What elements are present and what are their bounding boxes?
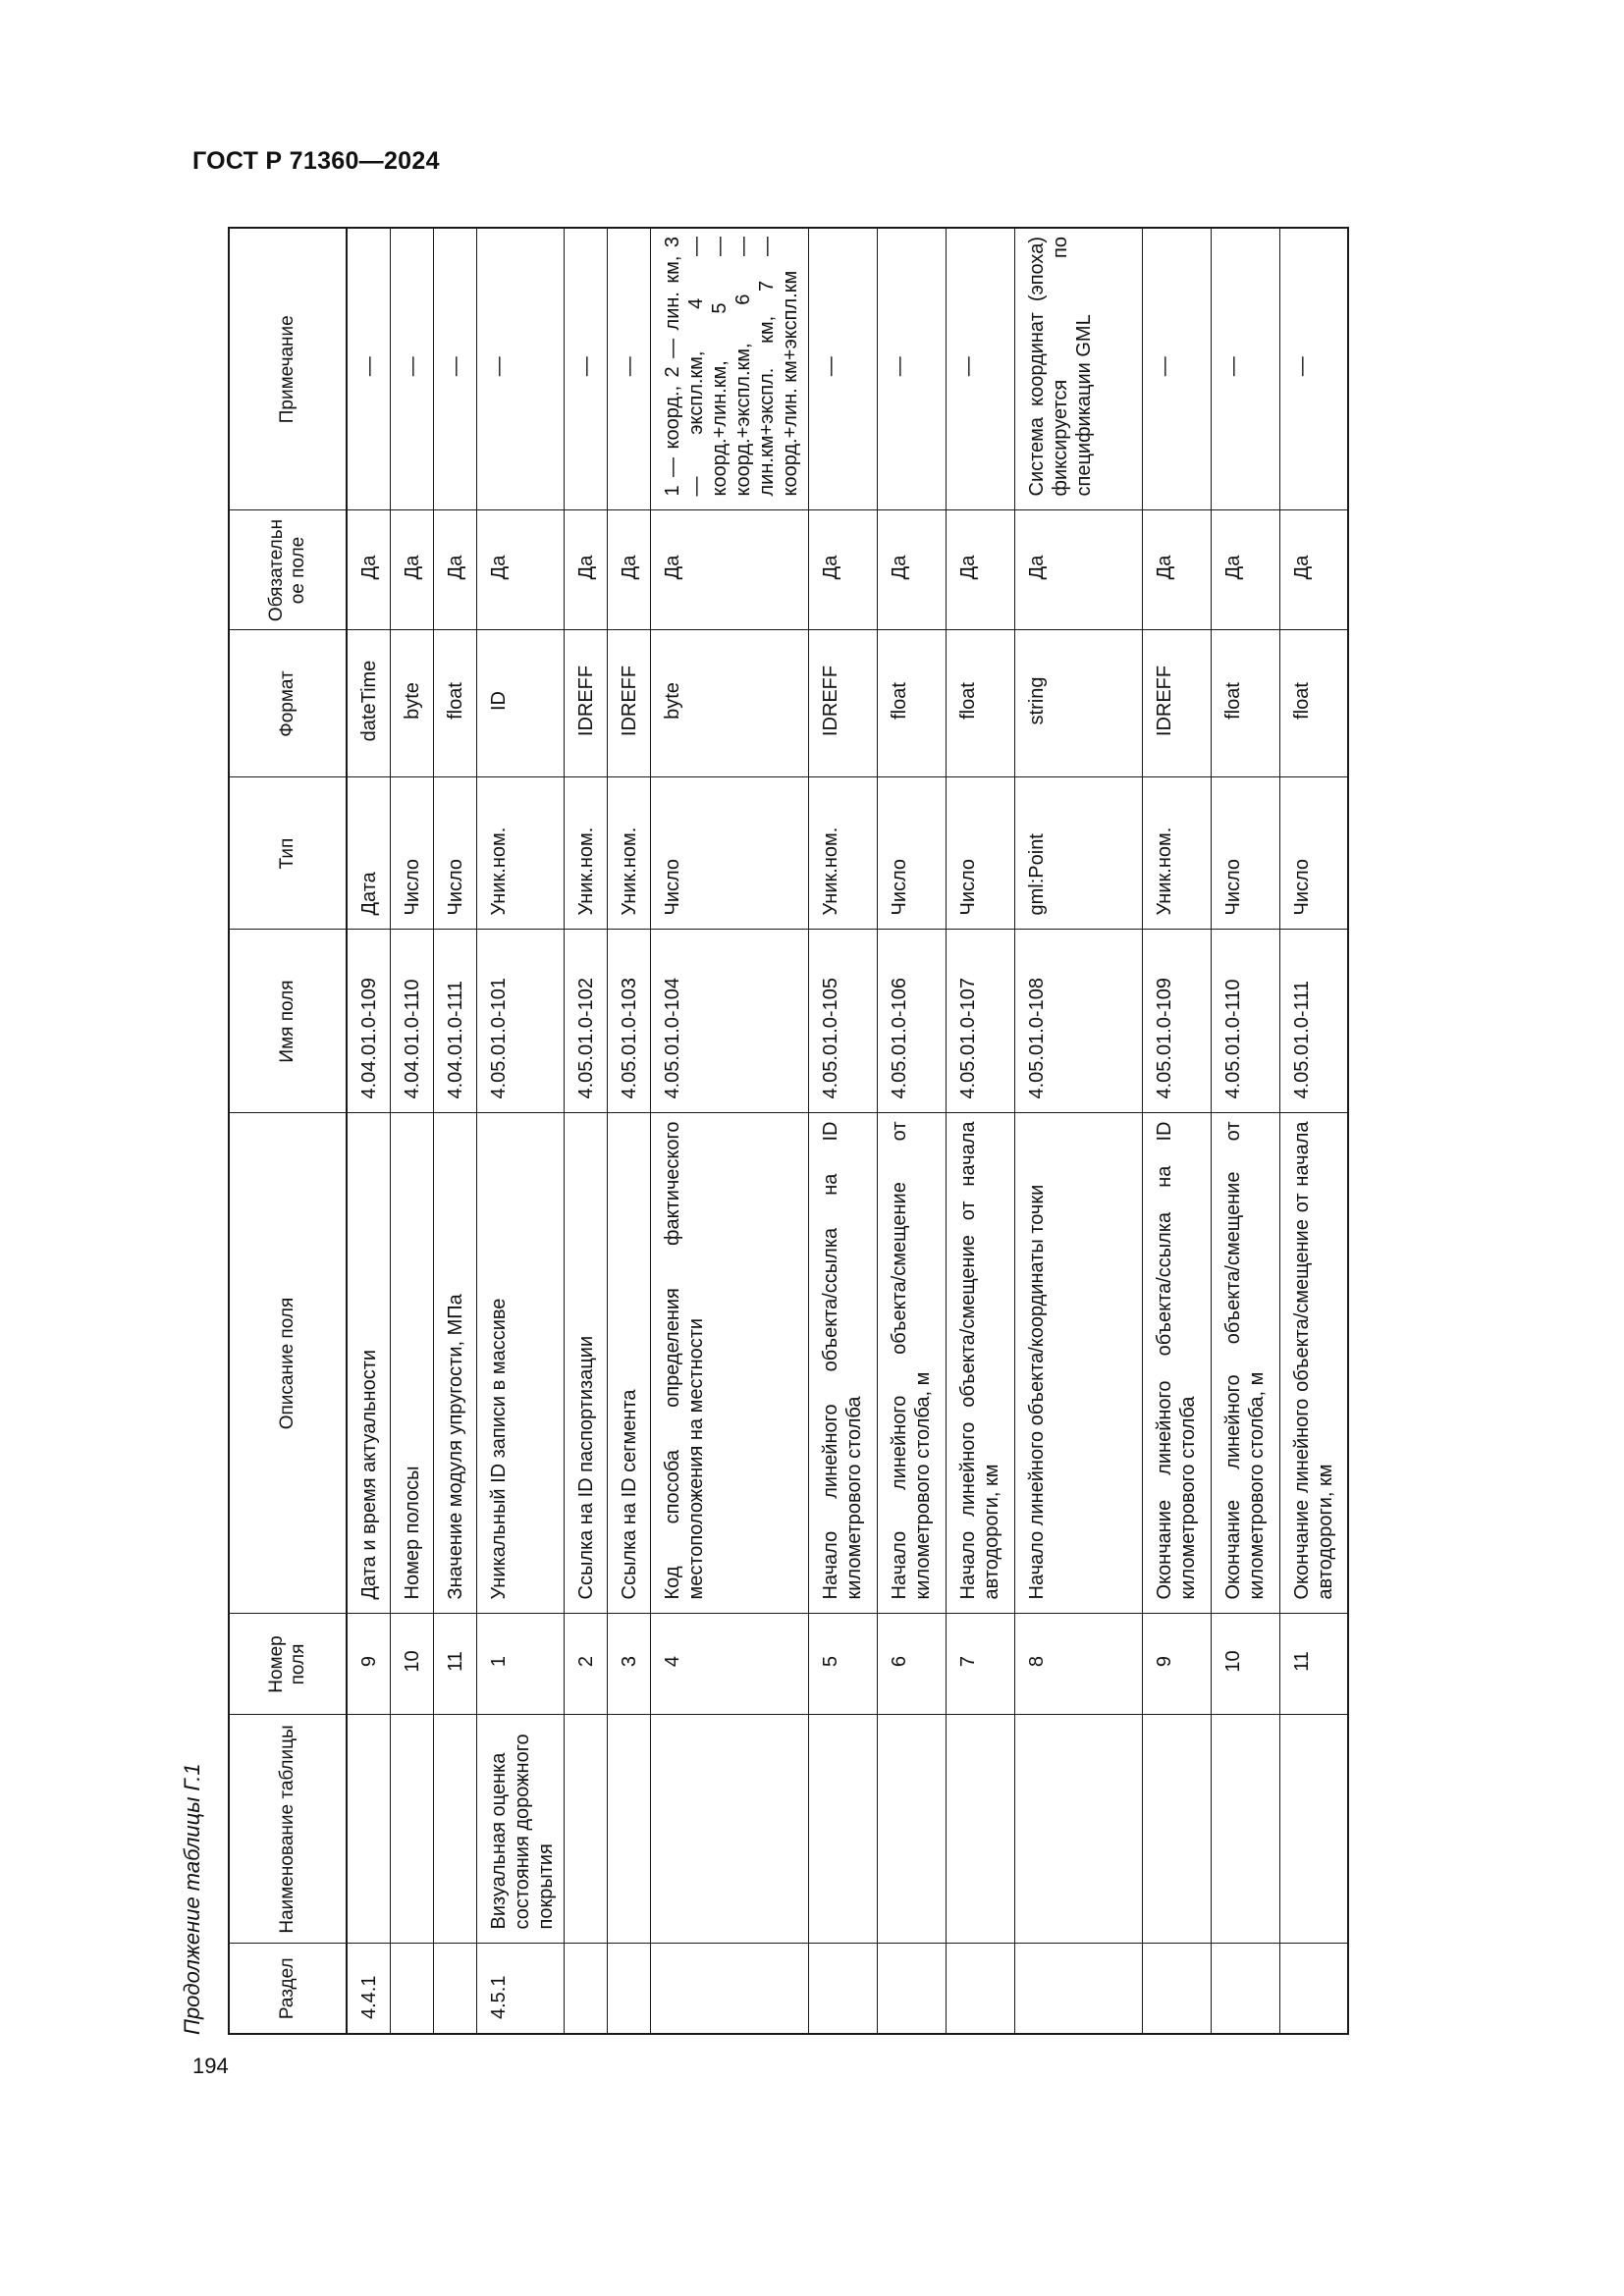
cell-table-name <box>1142 1715 1211 1944</box>
cell-required: Да <box>1211 510 1279 630</box>
cell-note: — <box>808 228 877 510</box>
cell-field-number: 4 <box>650 1614 808 1715</box>
cell-format: float <box>1279 630 1348 777</box>
cell-note: — <box>1279 228 1348 510</box>
cell-type: Уник.ном. <box>607 777 650 930</box>
cell-field-name: 4.05.01.0-101 <box>476 930 564 1113</box>
cell-field-description: Начало линейного объекта/смещение от начала автодороги, км <box>946 1113 1014 1614</box>
cell-section <box>1211 1944 1279 2034</box>
cell-field-name: 4.05.01.0-109 <box>1142 930 1211 1113</box>
cell-format: float <box>877 630 946 777</box>
cell-required: Да <box>808 510 877 630</box>
cell-type: Число <box>433 777 476 930</box>
cell-field-description: Код способа определения фактического местоположения на местности <box>650 1113 808 1614</box>
cell-table-name <box>650 1715 808 1944</box>
cell-table-name <box>1279 1715 1348 1944</box>
cell-required: Да <box>564 510 607 630</box>
cell-required: Да <box>1014 510 1142 630</box>
cell-field-description: Начало линейного объекта/смещение от километрового столба, м <box>877 1113 946 1614</box>
cell-note: — <box>347 228 390 510</box>
cell-required: Да <box>347 510 390 630</box>
cell-required: Да <box>390 510 433 630</box>
col-header-required: Обязательное поле <box>229 510 347 630</box>
cell-field-description: Окончание линейного объекта/смещение от километрового столба, м <box>1211 1113 1279 1614</box>
col-header-type: Тип <box>229 777 347 930</box>
cell-table-name <box>390 1715 433 1944</box>
cell-section <box>390 1944 433 2034</box>
cell-field-name: 4.05.01.0-108 <box>1014 930 1142 1113</box>
cell-section: 4.4.1 <box>347 1944 390 2034</box>
table-row <box>1211 228 1279 2034</box>
cell-type: Уник.ном. <box>476 777 564 930</box>
cell-field-number: 7 <box>946 1614 1014 1715</box>
cell-note: — <box>877 228 946 510</box>
cell-section <box>564 1944 607 2034</box>
cell-table-name <box>433 1715 476 1944</box>
cell-field-number: 2 <box>564 1614 607 1715</box>
cell-field-name: 4.05.01.0-110 <box>1211 930 1279 1113</box>
document-header: ГОСТ Р 71360—2024 <box>192 147 440 175</box>
table-row <box>946 228 1014 2034</box>
table-caption: Продолжение таблицы Г.1 <box>180 1763 204 2035</box>
cell-field-description: Начало линейного объекта/ссылка на ID километрового столба <box>808 1113 877 1614</box>
cell-table-name <box>607 1715 650 1944</box>
table-row <box>808 228 877 2034</box>
cell-type: Уник.ном. <box>564 777 607 930</box>
cell-field-number: 8 <box>1014 1614 1142 1715</box>
col-header-note: Примечание <box>229 228 347 510</box>
cell-section <box>808 1944 877 2034</box>
table-row <box>877 228 946 2034</box>
cell-note: — <box>1211 228 1279 510</box>
cell-type: gml:Point <box>1014 777 1142 930</box>
cell-field-description: Окончание линейного объекта/ссылка на ID километрового столба <box>1142 1113 1211 1614</box>
cell-field-description: Ссылка на ID паспортизации <box>564 1113 607 1614</box>
cell-format: float <box>1211 630 1279 777</box>
cell-table-name <box>564 1715 607 1944</box>
cell-field-name: 4.05.01.0-105 <box>808 930 877 1113</box>
cell-type: Число <box>650 777 808 930</box>
cell-field-name: 4.04.01.0-111 <box>433 930 476 1113</box>
cell-table-name <box>877 1715 946 1944</box>
cell-required: Да <box>946 510 1014 630</box>
cell-field-description: Начало линейного объекта/координаты точки <box>1014 1113 1142 1614</box>
table-row <box>607 228 650 2034</box>
cell-field-name: 4.05.01.0-104 <box>650 930 808 1113</box>
cell-required: Да <box>1279 510 1348 630</box>
cell-format: byte <box>390 630 433 777</box>
cell-field-description: Дата и время актуальности <box>347 1113 390 1614</box>
col-header-section: Раздел <box>229 1944 347 2034</box>
cell-table-name <box>946 1715 1014 1944</box>
cell-field-description: Уникальный ID записи в массиве <box>476 1113 564 1614</box>
cell-field-description: Окончание линейного объекта/смещение от начала автодороги, км <box>1279 1113 1348 1614</box>
cell-field-name: 4.05.01.0-103 <box>607 930 650 1113</box>
cell-section <box>1014 1944 1142 2034</box>
cell-section <box>946 1944 1014 2034</box>
cell-format: float <box>946 630 1014 777</box>
col-header-field-number: Номер поля <box>229 1614 347 1715</box>
cell-note: — <box>564 228 607 510</box>
table-row <box>1014 228 1142 2034</box>
cell-note: 1 — коорд., 2 — лин. км, 3 — экспл.км, 4 — коорд.+лин.км, 5 — коорд.+экспл.км, 6 — лин.км+экспл. км, 7 — коорд.+лин. км+экспл.км <box>650 228 808 510</box>
cell-format: float <box>433 630 476 777</box>
cell-field-number: 3 <box>607 1614 650 1715</box>
cell-field-number: 6 <box>877 1614 946 1715</box>
cell-field-description: Номер полосы <box>390 1113 433 1614</box>
table-header-row <box>229 228 347 2034</box>
cell-type: Число <box>1211 777 1279 930</box>
cell-field-number: 9 <box>347 1614 390 1715</box>
cell-type: Уник.ном. <box>808 777 877 930</box>
cell-type: Уник.ном. <box>1142 777 1211 930</box>
cell-field-name: 4.05.01.0-102 <box>564 930 607 1113</box>
cell-table-name <box>1211 1715 1279 1944</box>
cell-field-description: Значение модуля упругости, МПа <box>433 1113 476 1614</box>
cell-field-number: 9 <box>1142 1614 1211 1715</box>
cell-table-name <box>808 1715 877 1944</box>
cell-format: string <box>1014 630 1142 777</box>
cell-section: 4.5.1 <box>476 1944 564 2034</box>
col-header-table-name: Наименование таблицы <box>229 1715 347 1944</box>
cell-field-number: 11 <box>1279 1614 1348 1715</box>
cell-note: Система координат (эпоха) фиксируется по спецификации GML <box>1014 228 1142 510</box>
cell-field-name: 4.04.01.0-110 <box>390 930 433 1113</box>
table-row <box>347 228 390 2034</box>
cell-note: — <box>607 228 650 510</box>
cell-field-name: 4.05.01.0-107 <box>946 930 1014 1113</box>
table-row <box>390 228 433 2034</box>
table-row <box>564 228 607 2034</box>
cell-section <box>433 1944 476 2034</box>
page-number: 194 <box>192 2054 229 2078</box>
fields-table <box>228 227 1349 2035</box>
cell-table-name <box>1014 1715 1142 1944</box>
table-row <box>650 228 808 2034</box>
cell-field-number: 5 <box>808 1614 877 1715</box>
cell-required: Да <box>1142 510 1211 630</box>
cell-required: Да <box>650 510 808 630</box>
cell-format: ID <box>476 630 564 777</box>
cell-required: Да <box>877 510 946 630</box>
cell-table-name <box>347 1715 390 1944</box>
cell-section <box>1142 1944 1211 2034</box>
table-row <box>433 228 476 2034</box>
cell-section <box>1279 1944 1348 2034</box>
cell-type: Число <box>946 777 1014 930</box>
cell-format: dateTime <box>347 630 390 777</box>
cell-type: Число <box>390 777 433 930</box>
cell-section <box>607 1944 650 2034</box>
cell-type: Дата <box>347 777 390 930</box>
cell-table-name: Визуальная оценка состояния дорожного покрытия <box>476 1715 564 1944</box>
cell-field-number: 10 <box>390 1614 433 1715</box>
rotated-table-block <box>173 229 1449 2035</box>
cell-required: Да <box>433 510 476 630</box>
cell-note: — <box>433 228 476 510</box>
cell-note: — <box>1142 228 1211 510</box>
cell-format: IDREFF <box>564 630 607 777</box>
cell-note: — <box>946 228 1014 510</box>
cell-required: Да <box>476 510 564 630</box>
cell-format: IDREFF <box>607 630 650 777</box>
col-header-field-description: Описание поля <box>229 1113 347 1614</box>
cell-note: — <box>390 228 433 510</box>
cell-format: IDREFF <box>1142 630 1211 777</box>
cell-field-name: 4.05.01.0-106 <box>877 930 946 1113</box>
cell-type: Число <box>1279 777 1348 930</box>
cell-section <box>877 1944 946 2034</box>
cell-format: byte <box>650 630 808 777</box>
cell-field-number: 10 <box>1211 1614 1279 1715</box>
cell-section <box>650 1944 808 2034</box>
cell-field-number: 11 <box>433 1614 476 1715</box>
cell-note: — <box>476 228 564 510</box>
cell-required: Да <box>607 510 650 630</box>
cell-field-description: Ссылка на ID сегмента <box>607 1113 650 1614</box>
cell-field-name: 4.05.01.0-111 <box>1279 930 1348 1113</box>
cell-type: Число <box>877 777 946 930</box>
cell-field-number: 1 <box>476 1614 564 1715</box>
cell-field-name: 4.04.01.0-109 <box>347 930 390 1113</box>
cell-format: IDREFF <box>808 630 877 777</box>
table-row <box>1142 228 1211 2034</box>
col-header-field-name: Имя поля <box>229 930 347 1113</box>
table-row <box>476 228 564 2034</box>
col-header-format: Формат <box>229 630 347 777</box>
table-row <box>1279 228 1348 2034</box>
